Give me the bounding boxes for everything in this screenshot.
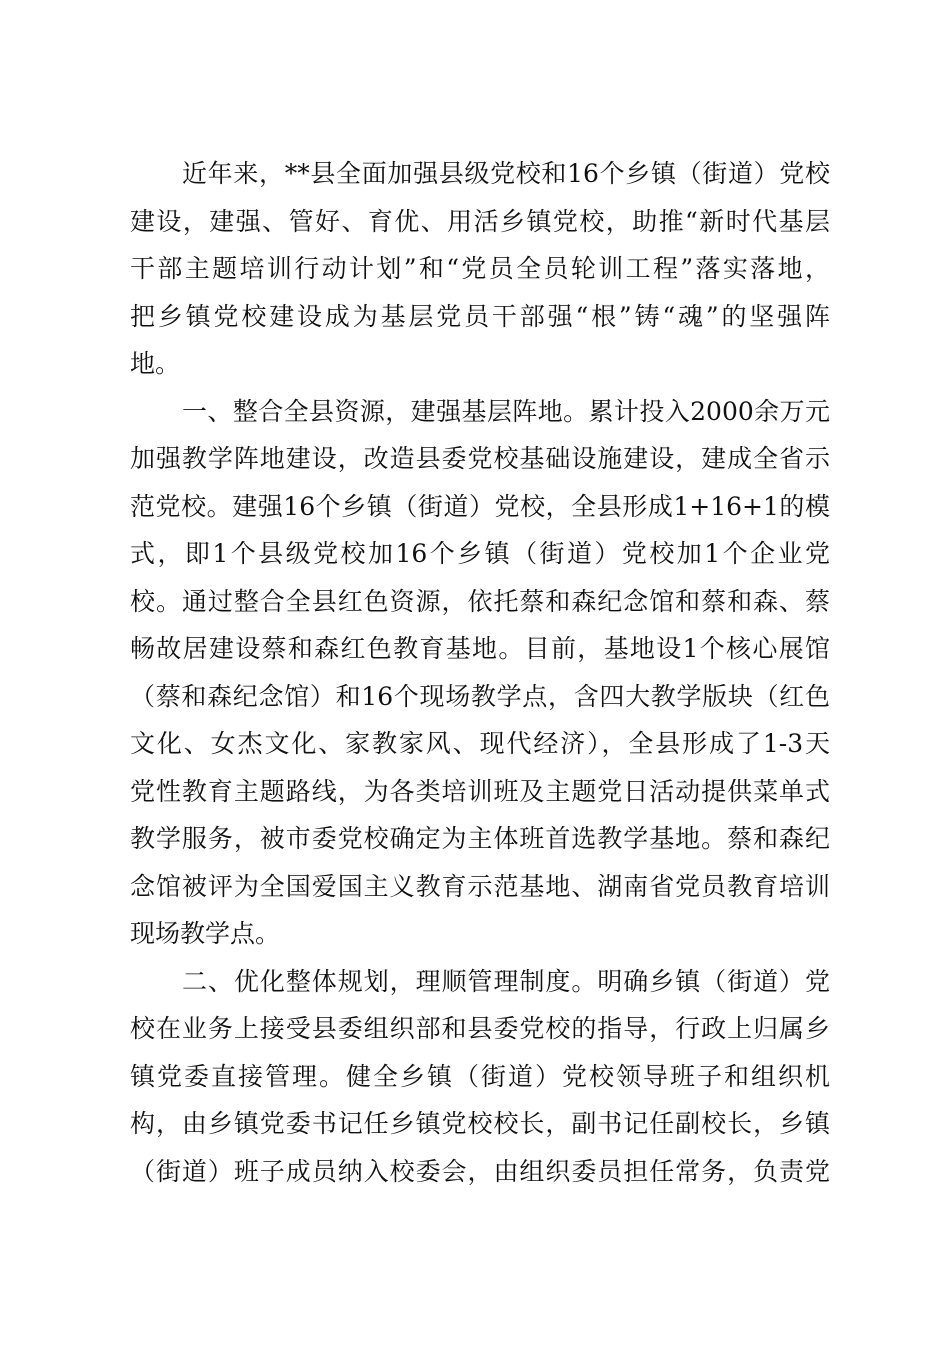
text-line: 地。 xyxy=(130,349,181,378)
text-line: 干部主题培训行动计划”和“党员全员轮训工程”落实落地， xyxy=(130,254,830,283)
text-line: 近年来，**县全面加强县级党校和16个乡镇（街道）党校 xyxy=(182,159,830,188)
document-body xyxy=(130,150,830,1195)
text-line: 现场教学点。 xyxy=(130,919,281,948)
text-line: 加强教学阵地建设，改造县委党校基础设施建设，建成全省示 xyxy=(130,444,830,473)
text-line: 式，即1个县级党校加16个乡镇（街道）党校加1个企业党 xyxy=(130,539,830,568)
text-line: （蔡和森纪念馆）和16个现场教学点，含四大教学版块（红色 xyxy=(130,681,830,711)
text-line: 教学服务，被市委党校确定为主体班首选教学基地。蔡和森纪 xyxy=(130,824,830,853)
text-line: 党性教育主题路线，为各类培训班及主题党日活动提供菜单式 xyxy=(130,776,830,806)
text-line: 二、优化整体规划，理顺管理制度。明确乡镇（街道）党 xyxy=(182,966,830,996)
text-line: 把乡镇党校建设成为基层党员干部强“根”铸“魂”的坚强阵 xyxy=(130,301,830,331)
paragraph-section-two xyxy=(130,958,830,1196)
text-line: 念馆被评为全国爱国主义教育示范基地、湖南省党员教育培训 xyxy=(130,871,830,901)
text-line: 建设，建强、管好、育优、用活乡镇党校，助推“新时代基层 xyxy=(130,206,830,236)
text-line: 一、整合全县资源，建强基层阵地。累计投入2000余万元 xyxy=(182,396,830,426)
text-line: 镇党委直接管理。健全乡镇（街道）党校领导班子和组织机 xyxy=(130,1061,830,1091)
paragraph-section-one xyxy=(130,388,830,958)
text-line: 文化、女杰文化、家教家风、现代经济），全县形成了1-3天 xyxy=(130,729,830,758)
text-line: （街道）班子成员纳入校委会，由组织委员担任常务，负责党 xyxy=(130,1156,830,1186)
text-line: 校。通过整合全县红色资源，依托蔡和森纪念馆和蔡和森、蔡 xyxy=(130,586,830,616)
text-line: 畅故居建设蔡和森红色教育基地。目前，基地设1个核心展馆 xyxy=(130,634,830,663)
text-line: 校在业务上接受县委组织部和县委党校的指导，行政上归属乡 xyxy=(130,1014,830,1043)
paragraph-intro xyxy=(130,150,830,388)
text-line: 构，由乡镇党委书记任乡镇党校校长，副书记任副校长，乡镇 xyxy=(130,1109,830,1138)
text-line: 范党校。建强16个乡镇（街道）党校，全县形成1+16+1的模 xyxy=(130,491,830,521)
